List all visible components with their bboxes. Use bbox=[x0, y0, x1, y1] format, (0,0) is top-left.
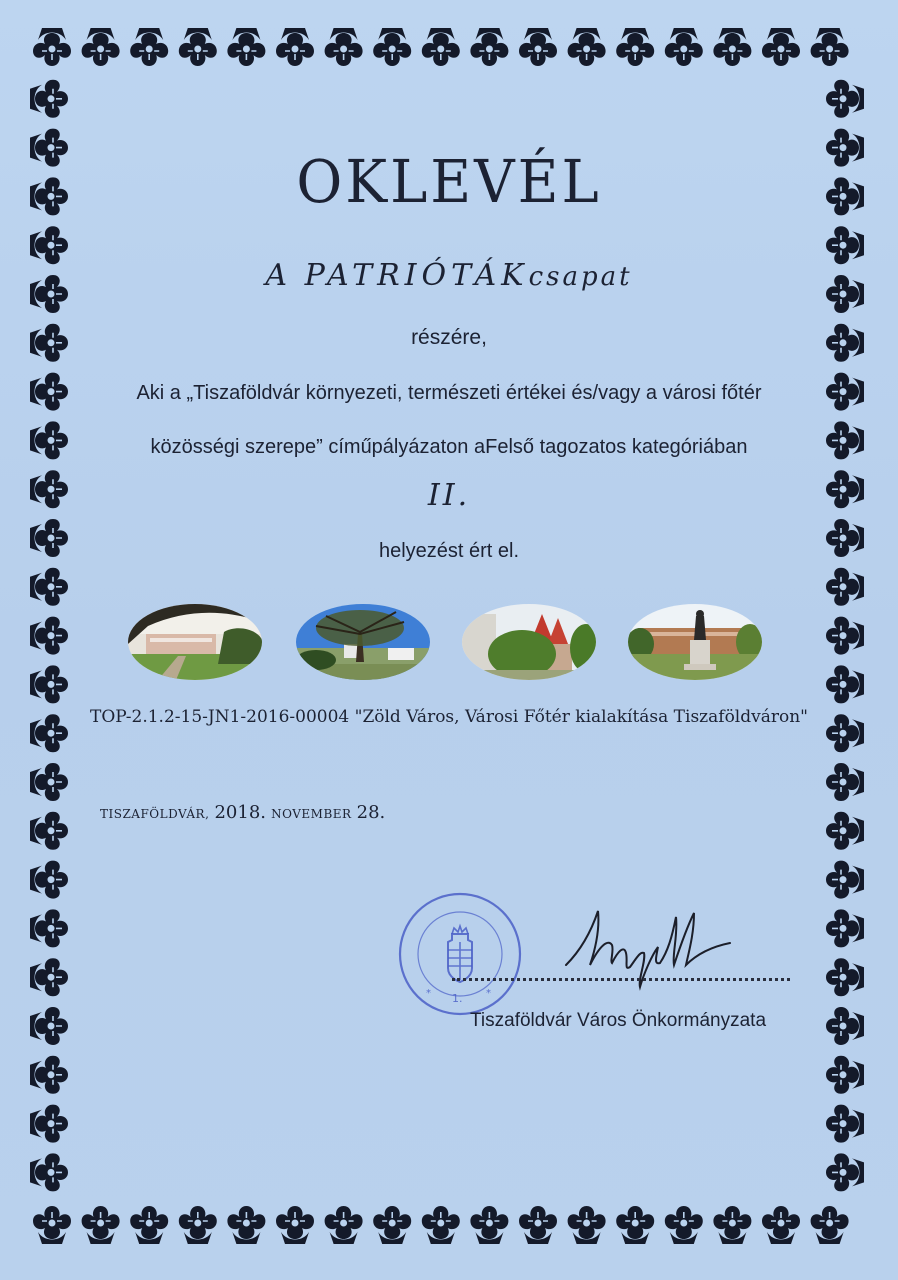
achieved-line: helyezést ért el. bbox=[378, 540, 520, 562]
border-ornament bbox=[82, 1206, 120, 1244]
project-reference: TOP-2.1.2-15-JN1-2016-00004 "Zöld Város, Városi Főtér kialakítása Tiszaföldváron" bbox=[89, 707, 808, 727]
border-ornament bbox=[616, 28, 654, 66]
border-ornament bbox=[325, 28, 363, 66]
stamp-number: 1. bbox=[452, 992, 463, 1005]
border-ornament bbox=[826, 80, 864, 118]
recipient-team: PATRIÓTÁK bbox=[304, 258, 529, 293]
border-ornament bbox=[325, 1206, 363, 1244]
border-ornament bbox=[826, 909, 864, 947]
border-ornament bbox=[826, 1056, 864, 1094]
border-ornament bbox=[33, 1206, 71, 1244]
border-ornament bbox=[826, 1007, 864, 1045]
svg-text:*: * bbox=[426, 988, 431, 999]
border-ornament bbox=[665, 1206, 703, 1244]
border-ornament bbox=[519, 1206, 557, 1244]
date-month: NOVEMBER bbox=[271, 807, 352, 821]
signer-name: Tiszaföldvár Város Önkormányzata bbox=[470, 1010, 767, 1031]
border-ornament bbox=[30, 1105, 68, 1143]
border-ornament bbox=[519, 28, 557, 66]
border-ornament bbox=[470, 28, 508, 66]
big-tree-blue-sky-photo bbox=[296, 604, 430, 680]
date-city: TISZAFÖLDVÁR, bbox=[100, 807, 210, 821]
border-ornament bbox=[826, 958, 864, 996]
border-ornament bbox=[30, 763, 68, 801]
border-ornament bbox=[422, 1206, 460, 1244]
border-ornament bbox=[30, 861, 68, 899]
issue-date bbox=[100, 802, 385, 823]
official-stamp bbox=[396, 890, 524, 1018]
border-ornament bbox=[227, 28, 265, 66]
photo-strip bbox=[128, 604, 768, 684]
recipient-line bbox=[0, 258, 898, 293]
border-ornament bbox=[568, 1206, 606, 1244]
border-ornament bbox=[276, 1206, 314, 1244]
border-ornament bbox=[179, 28, 217, 66]
border-ornament bbox=[30, 1007, 68, 1045]
border-ornament bbox=[30, 909, 68, 947]
border-ornament bbox=[811, 28, 849, 66]
border-ornament bbox=[826, 665, 864, 703]
border-ornament bbox=[568, 28, 606, 66]
statue-monument-photo bbox=[628, 604, 762, 680]
recipient-prefix: A bbox=[265, 258, 292, 293]
placement: II. bbox=[427, 478, 471, 513]
park-tree-building-photo bbox=[128, 604, 262, 680]
for-line: részére, bbox=[411, 326, 487, 349]
border-ornament bbox=[130, 28, 168, 66]
border-ornament bbox=[373, 1206, 411, 1244]
border-ornament bbox=[616, 1206, 654, 1244]
date-year: 2018. bbox=[214, 802, 267, 823]
diploma-title: OKLEVÉL bbox=[296, 148, 602, 217]
border-ornament bbox=[422, 28, 460, 66]
recipient-suffix: csapat bbox=[528, 262, 633, 292]
border-ornament bbox=[826, 763, 864, 801]
border-ornament bbox=[30, 812, 68, 850]
border-ornament bbox=[826, 812, 864, 850]
border-ornament bbox=[179, 1206, 217, 1244]
border-ornament bbox=[811, 1206, 849, 1244]
border-ornament bbox=[713, 28, 751, 66]
church-red-roof-photo bbox=[462, 604, 596, 680]
award-text-line-1: Aki a „Tiszaföldvár környezeti, természeti értékei és/vagy a városi főtér bbox=[136, 382, 762, 404]
border-ornament bbox=[470, 1206, 508, 1244]
signature-line bbox=[452, 978, 790, 981]
border-ornament bbox=[826, 568, 864, 606]
border-ornament bbox=[30, 617, 68, 655]
border-ornament bbox=[373, 28, 411, 66]
border-ornament bbox=[826, 861, 864, 899]
svg-text:*: * bbox=[486, 988, 491, 999]
award-text-line-2: közösségi szerepe” címűpályázaton aFelső tagozatos kategóriában bbox=[150, 436, 748, 458]
border-ornament bbox=[30, 80, 68, 118]
date-day: 28. bbox=[356, 802, 386, 823]
border-ornament bbox=[826, 617, 864, 655]
border-ornament bbox=[713, 1206, 751, 1244]
border-ornament bbox=[826, 1105, 864, 1143]
border-ornament bbox=[82, 28, 120, 66]
border-ornament bbox=[30, 958, 68, 996]
border-ornament bbox=[30, 1153, 68, 1191]
border-ornament bbox=[130, 1206, 168, 1244]
border-ornament bbox=[33, 28, 71, 66]
border-ornament bbox=[762, 28, 800, 66]
border-ornament bbox=[30, 665, 68, 703]
border-ornament bbox=[276, 28, 314, 66]
border-ornament bbox=[762, 1206, 800, 1244]
border-ornament bbox=[826, 1153, 864, 1191]
border-ornament bbox=[30, 568, 68, 606]
border-ornament bbox=[227, 1206, 265, 1244]
border-ornament bbox=[665, 28, 703, 66]
border-ornament bbox=[30, 1056, 68, 1094]
